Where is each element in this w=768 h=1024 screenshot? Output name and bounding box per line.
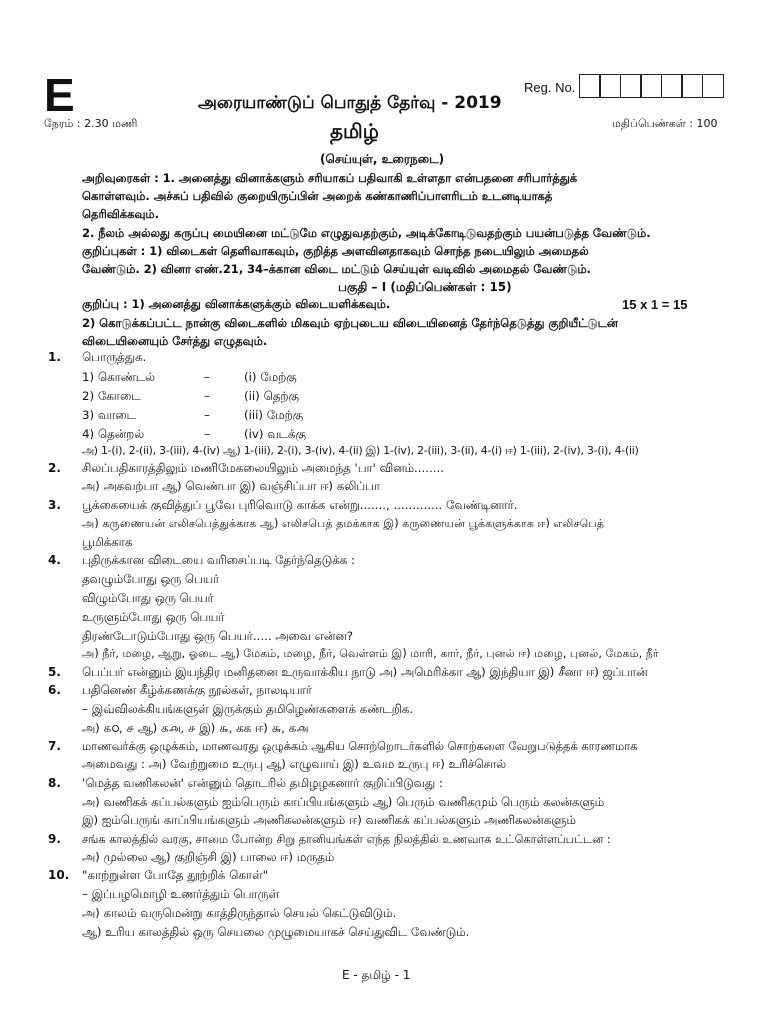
question-options: அ) நீர், மழை, ஆறு, ஓடை ஆ) மேகம், மழை, நீர், வெள்ளம் இ) மாரி, கார், நீர், புனல் ஈ) மழை, புனல், மேகம், நீர் — [82, 647, 659, 660]
reg-no-box — [620, 74, 642, 98]
total-marks: மதிப்பெண்கள் : 100 — [612, 117, 718, 130]
match-left: 3) வாடை — [82, 408, 136, 422]
match-left: 1) கொண்டல் — [82, 370, 155, 384]
question-text: பெப்பர் என்னும் இயந்திர மனிதனை உருவாக்கிய நாடு அ) அமெரிக்கா ஆ) இந்தியா இ) சீனா ஈ) ஜப்பான் — [82, 665, 648, 679]
paper-subtitle: (செய்யுள், உரைநடை) — [320, 152, 445, 166]
question-text: பூக்கையைக் குவித்துப் பூவே புரிவொடு காக்க என்று......., ............. வேண்டினார். — [82, 498, 518, 512]
question-text: மாணவர்க்கு ஒழுக்கம், மாணவரது ஒழுக்கம் ஆகிய சொற்றொடர்களில் சொற்களை வேறுபடுத்தக் காரணமாக — [82, 739, 638, 753]
instruction-line: கொள்ளவும். அச்சுப் பதிவில் குறையிருப்பின் அறைக் கண்காணிப்பாளரிடம் உடனடியாகத் — [82, 189, 553, 203]
time-label: நேரம் : 2.30 மணி — [44, 117, 138, 130]
question-number: 4. — [48, 553, 61, 567]
instruction-line: 2. நீலம் அல்லது கருப்பு மையினை மட்டுமே எழுதுவதற்கும், அடிக்கோடிடுவதற்கும் பயன்படுத்த வேண்டும். — [82, 226, 651, 240]
reg-no-boxes — [580, 74, 724, 98]
match-right: (ii) தெற்கு — [244, 389, 299, 403]
question-text: சிலப்பதிகாரத்திலும் மணிமேகலையிலும் அமைந்த 'பா' வினம்........ — [82, 461, 445, 475]
match-dash: – — [204, 427, 210, 441]
question-options: பூமிக்காக — [82, 535, 133, 549]
question-number: 6. — [48, 683, 61, 697]
page-footer: E - தமிழ் - 1 — [342, 968, 411, 982]
question-number: 2. — [48, 461, 61, 475]
question-text: பதினெண் கீழ்க்கணக்கு நூல்கள், நாலடியார் — [82, 683, 312, 697]
question-text: சங்க காலத்தில் வரகு, சாமை போன்ற சிறு தானியங்கள் எந்த நிலத்தில் உணவாக உட்கொள்ளப்பட்டன : — [82, 832, 611, 846]
question-number: 3. — [48, 498, 61, 512]
question-text: "காற்றுள்ள போதே தூற்றிக் கொள்" — [82, 868, 269, 882]
subject-title: தமிழ் — [330, 119, 379, 143]
instruction-line: அறிவுரைகள் : 1. அனைத்து வினாக்களும் சரியாகப் பதிவாகி உள்ளதா என்பதனை சரிபார்த்துக் — [82, 171, 578, 185]
question-options: அ) முல்லை ஆ) குறிஞ்சி இ) பாலை ஈ) மருதம் — [82, 850, 335, 864]
question-options: அ) அகவற்பா ஆ) வெண்பா இ) வஞ்சிப்பா ஈ) கலிப்பா — [82, 479, 381, 493]
question-options: அமைவது : அ) வேற்றுமை உருபு ஆ) எழுவாய் இ) உவம உருபு ஈ) உரிச்சொல் — [82, 757, 507, 771]
match-dash: – — [204, 389, 210, 403]
question-subtext: – இப்பழமொழி உணர்த்தும் பொருள் — [82, 887, 280, 901]
reg-no-box — [661, 74, 683, 98]
reg-no-box — [640, 74, 662, 98]
reg-no-box — [681, 74, 703, 98]
match-right: (iv) வடக்கு — [244, 427, 306, 441]
instruction-line: குறிப்புகள் : 1) விடைகள் தெளிவாகவும், குறித்த அளவினதாகவும் சொந்த நடையிலும் அமைதல் — [82, 244, 589, 258]
question-subtext: – இவ்விலக்கியங்களுள் இருக்கும் தமிழெண்களைக் கண்டறிக. — [82, 702, 414, 716]
instruction-line: வேண்டும். 2) வினா எண்.21, 34–க்கான விடை மட்டும் செய்யுள் வடிவில் அமைதல் வேண்டும். — [82, 262, 591, 276]
question-number: 10. — [48, 868, 70, 882]
question-options: அ) காலம் வருமென்று காத்திருந்தால் செயல் கெட்டுவிடும். — [82, 906, 397, 920]
match-left: 4) தென்றல் — [82, 427, 144, 441]
section-note: விடையினையும் சேர்த்து எழுதவும். — [82, 334, 268, 348]
question-number: 5. — [48, 665, 61, 679]
question-text: புதிருக்கான விடையை வரிசைப்படி தேர்ந்தெடுக்க : — [82, 553, 355, 567]
riddle-line: விழும்போது ஒரு பெயர் — [82, 591, 214, 605]
exam-title: அரையாண்டுப் பொதுத் தேர்வு - 2019 — [198, 93, 502, 113]
match-dash: – — [204, 370, 210, 384]
match-dash: – — [204, 408, 210, 422]
section-marks-formula: 15 x 1 = 15 — [622, 297, 688, 312]
question-number: 9. — [48, 832, 61, 846]
section-note: குறிப்பு : 1) அனைத்து வினாக்களுக்கும் விடையளிக்கவும். — [82, 297, 391, 311]
instruction-line: தெரிவிக்கவும். — [82, 207, 159, 221]
riddle-line: உருளும்போது ஒரு பெயர் — [82, 610, 225, 624]
match-right: (i) மேற்கு — [244, 370, 297, 384]
question-options: அ) 1-(i), 2-(ii), 3-(iii), 4-(iv) ஆ) 1-(iii), 2-(i), 3-(iv), 4-(ii) இ) 1-(iv), 2-(iii), 3-(ii), 4-(i) ஈ) 1-(iii), 2-(iv), 3-(i), 4-(ii) — [82, 444, 639, 457]
question-text: பொருத்துக. — [82, 350, 147, 364]
question-text: 'மெத்த வணிகலன்' என்னும் தொடரில் தமிழழகனார் குறிப்பிடுவது : — [82, 776, 443, 790]
reg-no-box — [599, 74, 621, 98]
match-right: (iii) மேற்கு — [244, 408, 304, 422]
riddle-line: தவழும்போது ஒரு பெயர் — [82, 572, 220, 586]
question-options: அ) வணிகக் கப்பல்களும் ஐம்பெரும் காப்பியங்களும் ஆ) பெரும் வணிகமும் பெரும் கலன்களும் — [82, 795, 605, 809]
question-options: அ) கഠ, ௪ ஆ) க௮, ௪ இ) ௬, கக ஈ) ௬, க௮ — [82, 721, 308, 735]
question-number: 7. — [48, 739, 61, 753]
question-options: இ) ஐம்பெருங் காப்பியங்களும் அணிகலன்களும் ஈ) வணிகக் கப்பல்களும் அணிகலன்களும் — [82, 813, 576, 827]
reg-no-box — [579, 74, 601, 98]
reg-no-label: Reg. No. — [524, 80, 576, 95]
question-number: 1. — [48, 350, 61, 364]
section-note: 2) கொடுக்கப்பட்ட நான்கு விடைகளில் மிகவும் ஏற்புடைய விடையினைத் தேர்ந்தெடுத்து குறியீட்டுடன் — [82, 316, 618, 330]
reg-no-box — [702, 74, 724, 98]
question-options: ஆ) உரிய காலத்தில் ஒரு செயலை முழுமையாகச் செய்துவிட வேண்டும். — [82, 925, 470, 939]
match-left: 2) கோடை — [82, 389, 141, 403]
question-options: அ) கருணையன் எலிசபெத்துக்காக ஆ) எலிசபெத் தமக்காக இ) கருணையன் பூக்களுக்காக ஈ) எலிசபெத் — [82, 517, 604, 530]
series-letter: E — [44, 69, 75, 121]
section-title: பகுதி – I (மதிப்பெண்கள் : 15) — [338, 280, 512, 294]
riddle-line: திரண்டோடும்போது ஒரு பெயர்..... அவை என்ன? — [82, 629, 353, 643]
question-number: 8. — [48, 776, 61, 790]
